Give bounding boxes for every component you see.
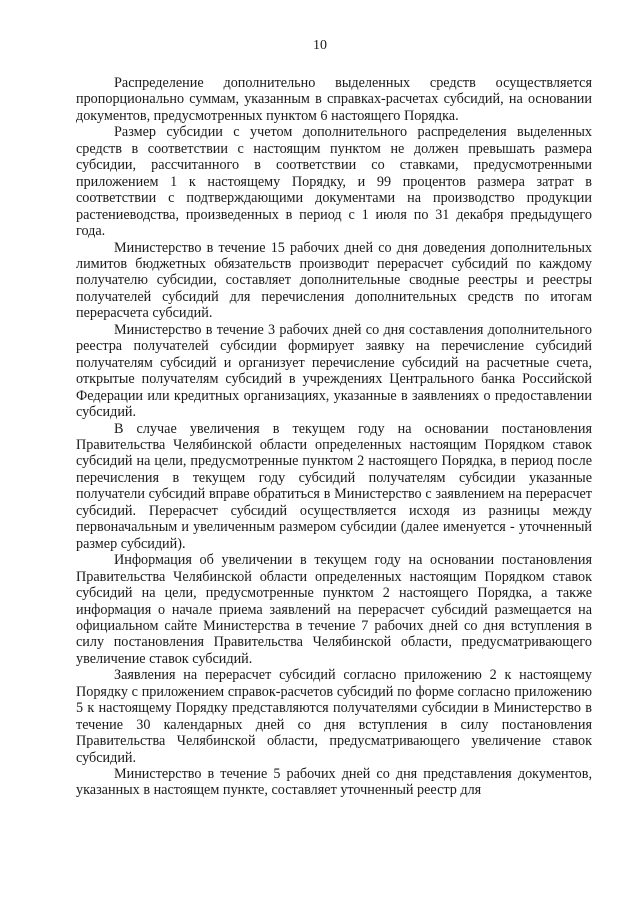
page-number: 10: [313, 38, 327, 53]
page-body: [76, 75, 592, 799]
paragraph-4: Министерство в течение 3 рабочих дней со дня составления дополнительного реестра получателей субсидии формирует заявку на перечисление субсидий получателям субсидий и организует перечисление субсидий на расчетные счета, открытые получателям субсидий в учреждениях Центрального банка Российской Федерации или кредитных организациях, указанные в заявлениях о предоставлении субсидий.: [76, 321, 592, 421]
paragraph-5: В случае увеличения в текущем году на основании постановления Правительства Челябинской области определенных настоящим Порядком ставок субсидий на цели, предусмотренные пунктом 2 настоящего Порядка, в период после перечисления в текущем году субсидий получателям субсидии указанные получатели субсидий вправе обратиться в Министерство с заявлением на перерасчет субсидий. Перерасчет субсидий осуществляется исходя из разницы между первоначальным и увеличенным размером субсидии (далее именуется - уточненный размер субсидий).: [76, 420, 592, 552]
paragraph-2: Размер субсидии с учетом дополнительного распределения выделенных средств в соответствии с настоящим пунктом не должен превышать размера субсидии, рассчитанного в соответствии со ставками, предусмотренными приложением 1 к настоящему Порядку, и 99 процентов размера затрат в соответствии с подтверждающими документами на производство продукции растениеводства, произведенных в период с 1 июля по 31 декабря предыдущего года.: [76, 124, 592, 240]
paragraph-7: Заявления на перерасчет субсидий согласно приложению 2 к настоящему Порядку с приложением справок-расчетов субсидий по форме согласно приложению 5 к настоящему Порядку представляются получателями субсидии в Министерство в течение 30 календарных дней со дня вступления в силу постановления Правительства Челябинской области, предусматривающего увеличение ставок субсидий.: [76, 667, 592, 766]
paragraph-6: Информация об увеличении в текущем году на основании постановления Правительства Челябинской области определенных настоящим Порядком ставок субсидий на цели, предусмотренные пунктом 2 настоящего Порядка, а также информация о начале приема заявлений на перерасчет субсидий размещается на официальном сайте Министерства в течение 7 рабочих дней со дня вступления в силу постановления Правительства Челябинской области, предусматривающего увеличение ставок субсидий.: [76, 552, 592, 667]
paragraph-8: Министерство в течение 5 рабочих дней со дня представления документов, указанных в настоящем пункте, составляет уточненный реестр для: [76, 766, 592, 799]
paragraph-1: Распределение дополнительно выделенных средств осуществляется пропорционально суммам, указанным в справках-расчетах субсидий, на основании документов, предусмотренных пунктом 6 настоящего Порядка.: [76, 75, 592, 124]
paragraph-3: Министерство в течение 15 рабочих дней со дня доведения дополнительных лимитов бюджетных обязательств производит перерасчет субсидий по каждому получателю субсидии, составляет дополнительные сводные реестры и реестры получателей субсидий для перечисления дополнительных средств по итогам перерасчета субсидий.: [76, 239, 592, 322]
